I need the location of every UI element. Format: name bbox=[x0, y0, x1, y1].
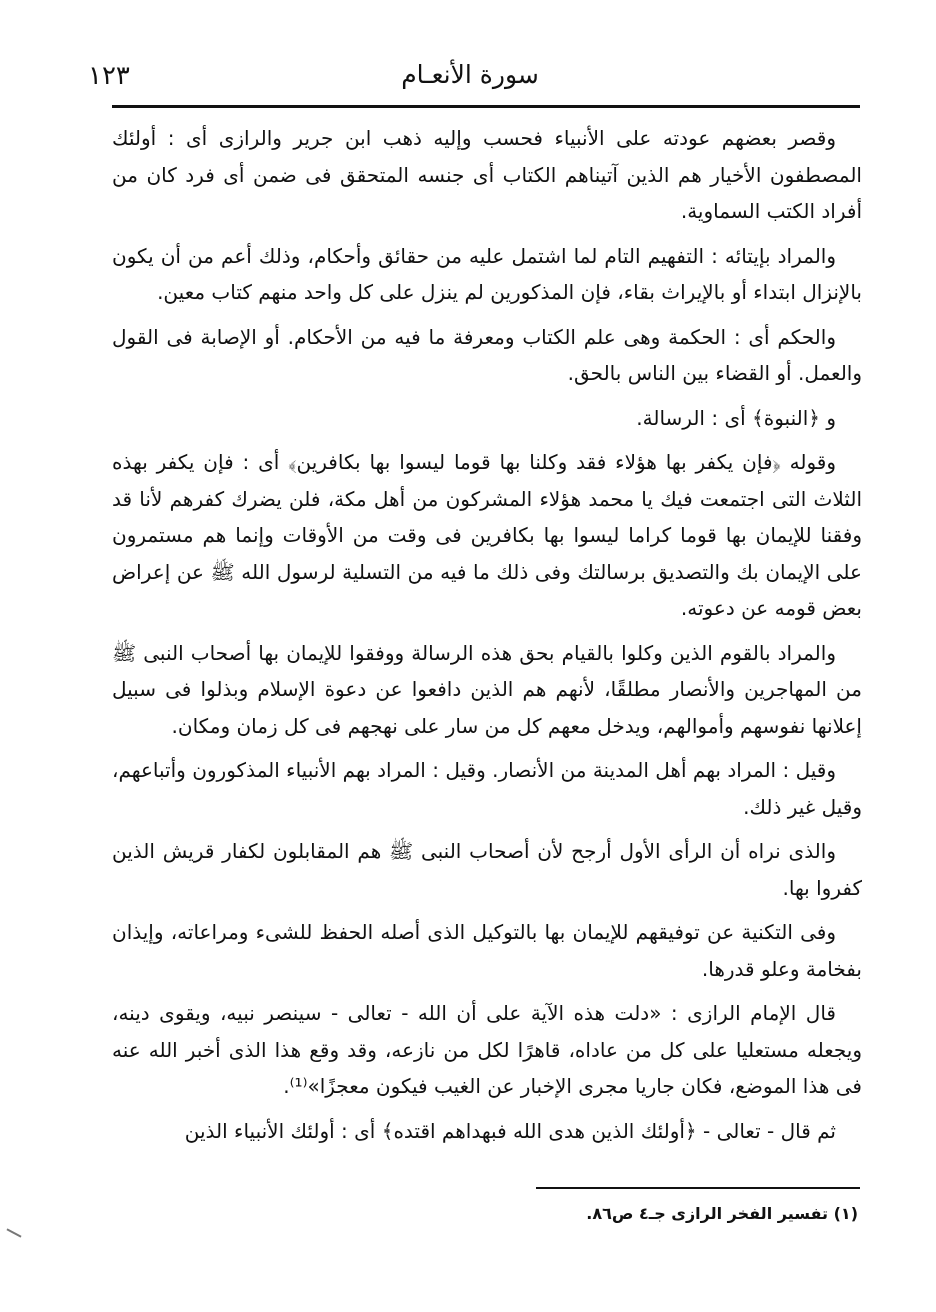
header-rule bbox=[112, 105, 860, 108]
paragraph: وقصر بعضهم عودته على الأنبياء فحسب وإليه ذهب ابن جرير والرازى أى : أولئك المصطفون الأخيار هم الذين آتيناهم الكتاب أى جنسه المتحقق فى ضمن أى فرد كان من أفراد الكتب السماوية. bbox=[112, 126, 862, 223]
page-number: ١٢٣ bbox=[88, 61, 130, 91]
paragraph: قال الإمام الرازى : «دلت هذه الآية على أن الله - تعالى - سينصر نبيه، ويقوى دينه، ويجعله مستعليا على كل من عاداه، قاهرًا لكل من نازعه، وقد وقع هذا الذى أخبر الله عنه فى هذا الموضع، فكان جاريا مجرى الإخبار عن الغيب فيكون معجزًا»⁽¹⁾. bbox=[112, 1001, 862, 1098]
paragraph: وقوله ﴿فإن يكفر بها هؤلاء فقد وكلنا بها قوما ليسوا بها بكافرين﴾ أى : فإن يكفر بهذه الثلاث التى اجتمعت فيك يا محمد هؤلاء المشركون من أهل مكة، فلن يضرك كفرهم لأنا قد وفقنا للإيمان بها قوما كراما ليسوا بها بكافرين فى وقت من الأوقات وإنما هم مستمرون على الإيمان بك والتصديق برسالتك وفى ذلك ما فيه من التسلية لرسول الله ﷺ عن إعراض بعض قومه عن دعوته. bbox=[112, 450, 862, 620]
scan-mark bbox=[6, 1228, 21, 1237]
page-header-title: سورة الأنعـام bbox=[401, 60, 539, 89]
paragraph: ثم قال - تعالى - ﴿أولئك الذين هدى الله فبهداهم اقتده﴾ أى : أولئك الأنبياء الذين bbox=[184, 1118, 836, 1143]
paragraph: والمراد بإيتائه : التفهيم التام لما اشتمل عليه من حقائق وأحكام، وذلك أعم من أن يكون بالإنزال ابتداء أو بالإيراث بقاء، فإن المذكورين لم ينزل على كل واحد منهم كتاب معين. bbox=[112, 243, 862, 304]
paragraph: و ﴿النبوة﴾ أى : الرسالة. bbox=[636, 405, 836, 430]
paragraph: والذى نراه أن الرأى الأول أرجح لأن أصحاب النبى ﷺ هم المقابلون لكفار قريش الذين كفروا بها. bbox=[112, 839, 862, 900]
footnote-rule bbox=[536, 1187, 860, 1189]
paragraph: وفى التكنية عن توفيقهم للإيمان بها بالتوكيل الذى أصله الحفظ للشىء ومراعاته، وإيذان بفخامة وعلو قدرها. bbox=[112, 920, 862, 981]
footnote: (١) تفسير الفخر الرازى جـ٤ ص٨٦. bbox=[586, 1204, 858, 1223]
paragraph: والحكم أى : الحكمة وهى علم الكتاب ومعرفة ما فيه من الأحكام. أو الإصابة فى القول والعمل. أو القضاء بين الناس بالحق. bbox=[112, 324, 862, 385]
paragraph: والمراد بالقوم الذين وكلوا بالقيام بحق هذه الرسالة ووفقوا للإيمان بها أصحاب النبى ﷺ من المهاجرين والأنصار مطلقًا، لأنهم هم الذين دافعوا عن دعوة الإسلام وبذلوا فى سبيل إعلانها نفوسهم وأموالهم، ويدخل معهم كل من سار على نهجهم فى كل زمان ومكان. bbox=[112, 640, 862, 738]
paragraph: وقيل : المراد بهم أهل المدينة من الأنصار. وقيل : المراد بهم الأنبياء المذكورون وأتباعهم، وقيل غير ذلك. bbox=[112, 758, 862, 819]
page-body bbox=[112, 120, 862, 1170]
